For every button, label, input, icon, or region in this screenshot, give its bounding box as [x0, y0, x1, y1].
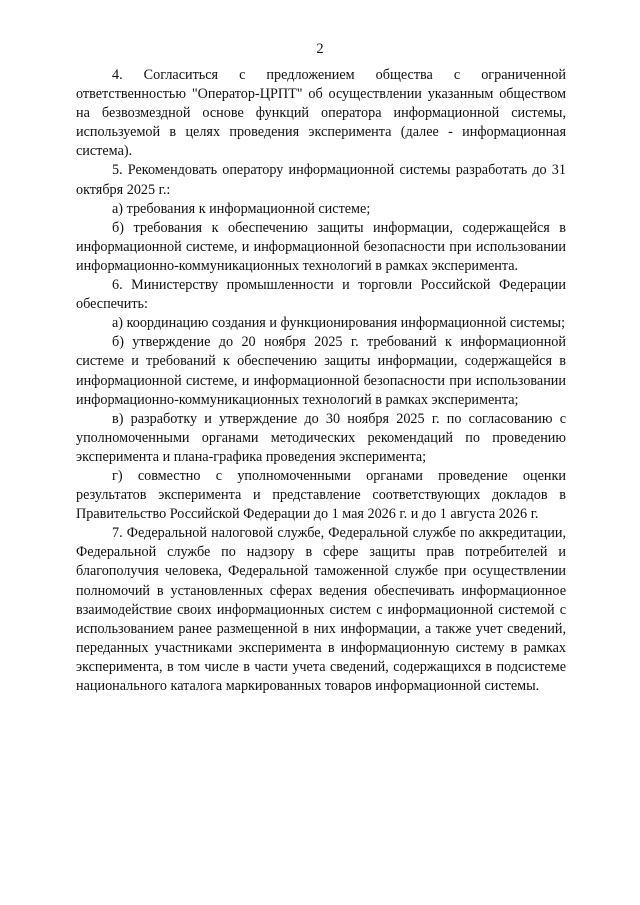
paragraph-6b-approval: б) утверждение до 20 ноября 2025 г. требований к информационной системе и требований к обеспечению защиты информации, содержащейся в информационной системе, и информационной безопасности при использовании информационно-коммуникационных технологий в рамках эксперимента; — [76, 334, 566, 408]
paragraph-6-ministry-duties: 6. Министерству промышленности и торговли Российской Федерации обеспечить: — [76, 277, 566, 313]
document-body — [76, 66, 566, 696]
paragraph-5-recommendation: 5. Рекомендовать оператору информационной системы разработать до 31 октября 2025 г.: — [76, 162, 566, 198]
paragraph-6v-methodical-recommendations: в) разработку и утверждение до 30 ноября 2025 г. по согласованию с уполномоченными органами методических рекомендаций по проведению эксперимента и плана-графика проведения эксперимента; — [76, 410, 566, 465]
paragraph-7-federal-services: 7. Федеральной налоговой службе, Федеральной службе по аккредитации, Федеральной службе по надзору в сфере защиты прав потребителей и благополучия человека, Федеральной таможенной службе при осуществлении полномочий в установленных сферах ведения обеспечивать информационное взаимодействие своих информационных систем с информационной системой с использованием ранее размещенной в них информации, а также учет сведений, переданных участниками эксперимента в информационную систему в рамках эксперимента, в том числе в части учета сведений, содержащихся в подсистеме национального каталога маркированных товаров информационной системы. — [76, 525, 566, 694]
paragraph-4-operator-agreement: 4. Согласиться с предложением общества с ограниченной ответственностью "Оператор-ЦРПТ" об осуществлении указанным обществом на безвозмездной основе функций оператора информационной системы, используемой в целях проведения эксперимента (далее - информационная система). — [76, 67, 566, 160]
paragraph-6g-evaluation-reports: г) совместно с уполномоченными органами проведение оценки результатов эксперимента и представление соответствующих докладов в Правительство Российской Федерации до 1 мая 2026 г. и до 1 августа 2026 г. — [76, 467, 566, 523]
page-number: 2 — [316, 41, 324, 57]
paragraph-5b-security-requirements: б) требования к обеспечению защиты информации, содержащейся в информационной системе, и информационной безопасности при использовании информационно-коммуникационных технологий в рамках эксперимента. — [76, 219, 566, 274]
paragraph-5a-system-requirements: а) требования к информационной системе; — [112, 200, 371, 217]
paragraph-6a-coordination: а) координацию создания и функционирования информационной системы; — [112, 315, 566, 332]
